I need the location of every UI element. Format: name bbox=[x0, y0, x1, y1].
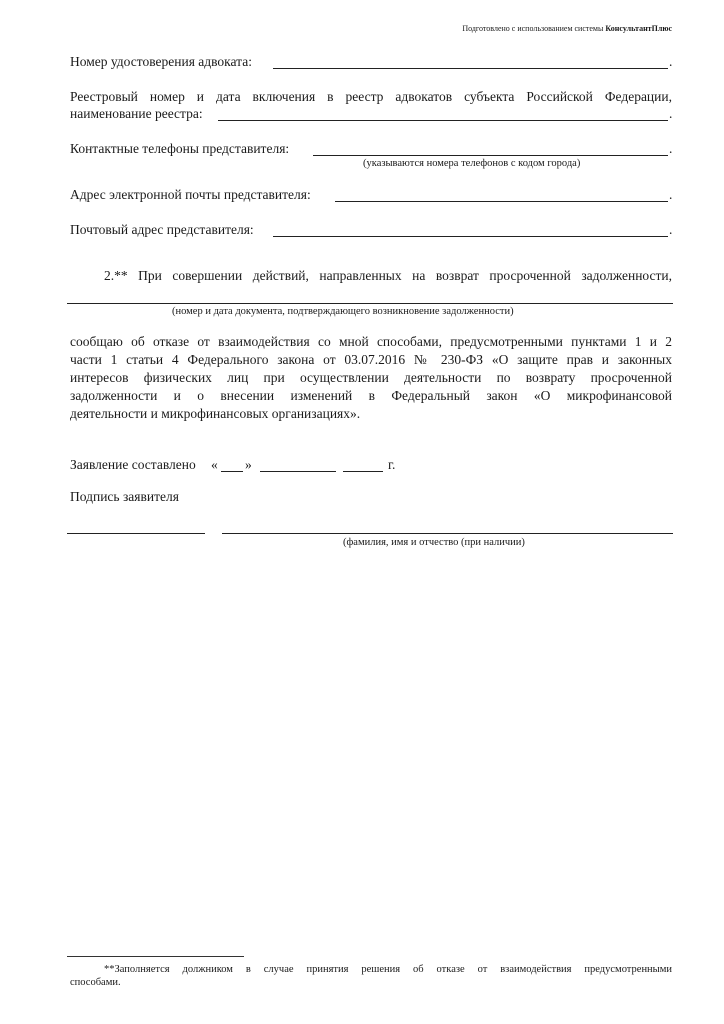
sign-label: Подпись заявителя bbox=[70, 489, 179, 504]
phones-label: Контактные телефоны представителя: bbox=[70, 141, 290, 156]
year-field[interactable] bbox=[343, 471, 383, 472]
prepared-text: Подготовлено с использованием системы bbox=[462, 24, 604, 33]
quote-close: » bbox=[245, 457, 252, 472]
year-suffix: г. bbox=[388, 457, 396, 472]
debt-document-hint: (номер и дата документа, подтверждающего возникновение задолженности) bbox=[172, 306, 514, 317]
body-line: задолженности и о внесении изменений в Федеральный закон «О микрофинансовой bbox=[70, 388, 672, 403]
lawyer-cert-field[interactable] bbox=[273, 68, 668, 69]
dot: . bbox=[669, 54, 673, 69]
footnote-line1: **Заполняется должником в случае принятия решения об отказе от взаимодействия предусмотренными bbox=[104, 964, 672, 975]
phones-hint: (указываются номера телефонов с кодом города) bbox=[363, 158, 581, 169]
registry-field[interactable] bbox=[218, 120, 668, 121]
registry-label-line2: наименование реестра: bbox=[70, 106, 203, 121]
dot: . bbox=[669, 222, 673, 237]
full-name-field[interactable] bbox=[222, 533, 673, 534]
debt-document-field[interactable] bbox=[67, 303, 673, 304]
postal-field[interactable] bbox=[273, 236, 668, 237]
date-label: Заявление составлено bbox=[70, 457, 196, 472]
body-line-last: деятельности и микрофинансовых организациях». bbox=[70, 406, 361, 421]
email-field[interactable] bbox=[335, 201, 668, 202]
dot: . bbox=[669, 141, 673, 156]
registry-label-line1: Реестровый номер и дата включения в реестр адвокатов субъекта Российской Федерации, bbox=[70, 89, 672, 104]
body-line: интересов физических лиц при осуществлении деятельности по возврату просроченной bbox=[70, 370, 672, 385]
month-field[interactable] bbox=[260, 471, 336, 472]
body-line: сообщаю об отказе от взаимодействия со мной способами, предусмотренными пунктами 1 и 2 bbox=[70, 334, 672, 349]
footnote-line2: способами. bbox=[70, 977, 121, 988]
full-name-hint: (фамилия, имя и отчество (при наличии) bbox=[343, 537, 525, 548]
body-line: части 1 статьи 4 Федерального закона от 03.07.2016 № 230-ФЗ «О защите прав и законных bbox=[70, 352, 672, 367]
dot: . bbox=[669, 187, 673, 202]
footnote-separator bbox=[67, 956, 244, 957]
consultant-header bbox=[462, 24, 672, 34]
quote-open: « bbox=[211, 457, 218, 472]
phones-field[interactable] bbox=[313, 155, 668, 156]
day-field[interactable] bbox=[221, 471, 243, 472]
signature-field[interactable] bbox=[67, 533, 205, 534]
postal-label: Почтовый адрес представителя: bbox=[70, 222, 254, 237]
dot: . bbox=[669, 106, 673, 121]
section2-body bbox=[70, 334, 672, 424]
email-label: Адрес электронной почты представителя: bbox=[70, 187, 311, 202]
lawyer-cert-label: Номер удостоверения адвоката: bbox=[70, 54, 252, 69]
section2-intro: 2.** При совершении действий, направленных на возврат просроченной задолженности, bbox=[104, 268, 672, 283]
brand-name: КонсультантПлюс bbox=[605, 24, 672, 33]
